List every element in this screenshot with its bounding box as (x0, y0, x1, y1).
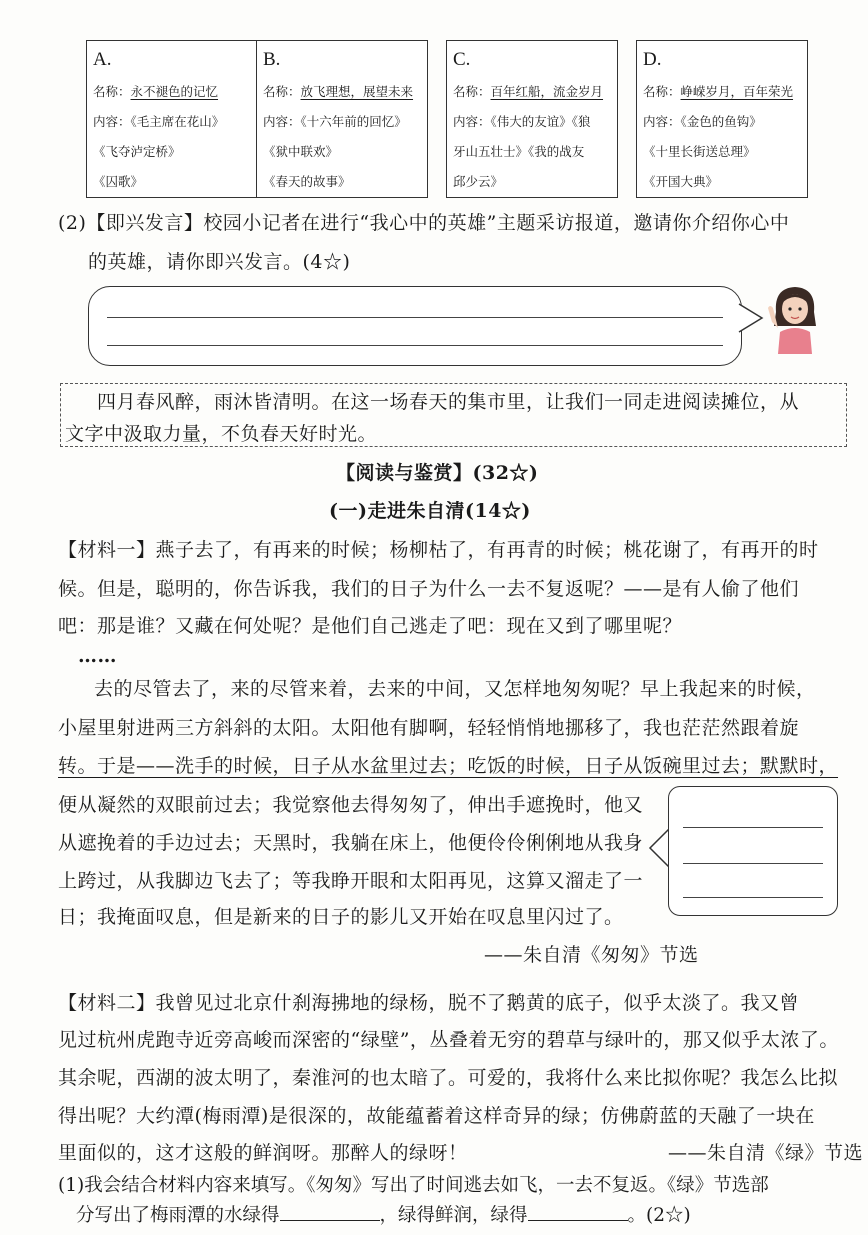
name-label: 名称： (453, 84, 491, 99)
question-2-line-2: 的英雄，请你即兴发言。(4☆) (88, 251, 351, 273)
material-1-line: 【材料一】燕子去了，有再来的时候；杨柳枯了，有再青的时候；桃花谢了，有再开的时 (58, 539, 819, 561)
answer-line (107, 317, 723, 318)
answer-line (107, 345, 723, 346)
section-title: 【阅读与鉴赏】(32☆) (336, 462, 539, 484)
name-label: 名称： (643, 84, 681, 99)
material-1-line: 去的尽管去了，来的尽管来着，去来的中间，又怎样地匆匆呢？早上我起来的时候， (94, 678, 816, 700)
content-item: 《伟大的友谊》《狼 (490, 114, 591, 129)
content-item: 《毛主席在花山》 (130, 114, 225, 129)
content-item: 《春天的故事》 (263, 174, 351, 189)
material-1-line: …… (78, 645, 117, 667)
subsection-title: (一)走进朱自清(14☆) (329, 500, 531, 522)
option-letter: A. (93, 49, 112, 70)
option-box-d[interactable] (636, 40, 808, 198)
option-letter: C. (453, 49, 471, 70)
side-answer-box[interactable] (668, 786, 838, 916)
material-1-line: 便从凝然的双眼前过去；我觉察他去得匆匆了，伸出手遮挽时，他又 (58, 794, 644, 816)
material-1-line: 从遮挽着的手边过去；天黑时，我躺在床上，他便伶伶俐俐地从我身 (58, 832, 644, 854)
material-2-line: 里面似的，这才这般的鲜润呀。那醉人的绿呀！ (58, 1142, 468, 1164)
q1-text: 分写出了梅雨潭的水绿得 (76, 1205, 280, 1226)
material-1-line: 上跨过，从我脚边飞去了；等我睁开眼和太阳再见，这算又溜走了一 (58, 870, 644, 892)
q1-text: ，绿得鲜润，绿得 (379, 1205, 528, 1226)
content-item: 《金色的鱼钩》 (680, 114, 762, 129)
girl-avatar-icon (764, 282, 826, 354)
material-1-underlined-line (58, 747, 838, 786)
material-2-line: 见过杭州虎跑寺近旁高峻而深密的“绿壁”，丛叠着无穷的碧草与绿叶的，那又似乎太浓了。 (58, 1029, 839, 1051)
material-1-line: 日；我掩面叹息，但是新来的日子的影儿又开始在叹息里闪过了。 (58, 906, 624, 928)
content-item: 《十里长街送总理》 (643, 144, 756, 159)
intro-box (60, 383, 847, 447)
content-item: 牙山五壮士》《我的战友 (453, 144, 585, 159)
material-1-line: 转。于是——洗手的时候，日子从水盆里过去；吃饭的时候，日子从饭碗里过去；默默时， (58, 755, 839, 777)
content-label: 内容： (643, 114, 681, 129)
answer-line (683, 897, 823, 898)
content-label: 内容： (453, 114, 491, 129)
content-item: 《开国大典》 (643, 174, 719, 189)
material-1-line: 小屋里射进两三方斜斜的太阳。太阳他有脚啊，轻轻悄悄地挪移了，我也茫茫然跟着旋 (58, 717, 800, 739)
material-2-line: 其余呢，西湖的波太明了，秦淮河的也太暗了。可爱的，我将什么来比拟你呢？我怎么比拟 (58, 1067, 839, 1089)
material-2-line: 得出呢？大约潭(梅雨潭)是很深的，故能蕴蓄着这样奇异的绿；仿佛蔚蓝的天融了一块在 (58, 1105, 815, 1127)
option-box-a[interactable] (86, 40, 258, 198)
name-label: 名称： (263, 84, 301, 99)
content-item: 《狱中联欢》 (263, 144, 339, 159)
name-label: 名称： (93, 84, 131, 99)
question-2-line-1: (2)【即兴发言】校园小记者在进行“我心中的英雄”主题采访报道，邀请你介绍你心中 (58, 212, 790, 234)
material-2-source: ——朱自清《绿》节选 (668, 1142, 864, 1164)
speech-answer-box[interactable] (88, 286, 742, 366)
answer-line (683, 863, 823, 864)
material-1-line: 吧：那是谁？又藏在何处呢？是他们自己逃走了吧：现在又到了哪里呢？ (58, 615, 683, 637)
content-item: 《十六年前的回忆》 (300, 114, 407, 129)
question-1-line-2 (76, 1196, 691, 1235)
option-box-b[interactable] (256, 40, 428, 198)
q1-text: 。(2☆) (627, 1205, 691, 1226)
option-letter: D. (643, 49, 662, 70)
option-name: 放飞理想，展望未来 (300, 84, 414, 99)
fill-blank-1[interactable] (280, 1198, 380, 1221)
intro-line-2: 文字中汲取力量，不负春天好时光。 (65, 423, 378, 445)
content-label: 内容： (263, 114, 301, 129)
option-box-c[interactable] (446, 40, 618, 198)
material-2-line: 【材料二】我曾见过北京什刹海拂地的绿杨，脱不了鹅黄的底子，似乎太淡了。我又曾 (58, 992, 800, 1014)
content-item: 《囚歌》 (93, 174, 144, 189)
content-label: 内容： (93, 114, 131, 129)
fill-blank-2[interactable] (528, 1198, 628, 1221)
question-1-line-1: (1)我会结合材料内容来填写。《匆匆》写出了时间逃去如飞，一去不复返。《绿》节选部 (58, 1175, 769, 1196)
option-name: 百年红船，流金岁月 (490, 84, 604, 99)
content-item: 《飞夺泸定桥》 (93, 144, 181, 159)
option-letter: B. (263, 49, 281, 70)
content-item: 邱少云》 (453, 174, 504, 189)
material-1-line: 候。但是，聪明的，你告诉我，我们的日子为什么一去不复返呢？——是有人偷了他们 (58, 578, 800, 600)
option-name: 永不褪色的记忆 (130, 84, 219, 99)
answer-line (683, 827, 823, 828)
material-1-source: ——朱自清《匆匆》节选 (484, 944, 699, 966)
option-name: 峥嵘岁月，百年荣光 (680, 84, 794, 99)
intro-line-1: 四月春风醉，雨沐皆清明。在这一场春天的集市里，让我们一同走进阅读摊位，从 (97, 391, 800, 413)
